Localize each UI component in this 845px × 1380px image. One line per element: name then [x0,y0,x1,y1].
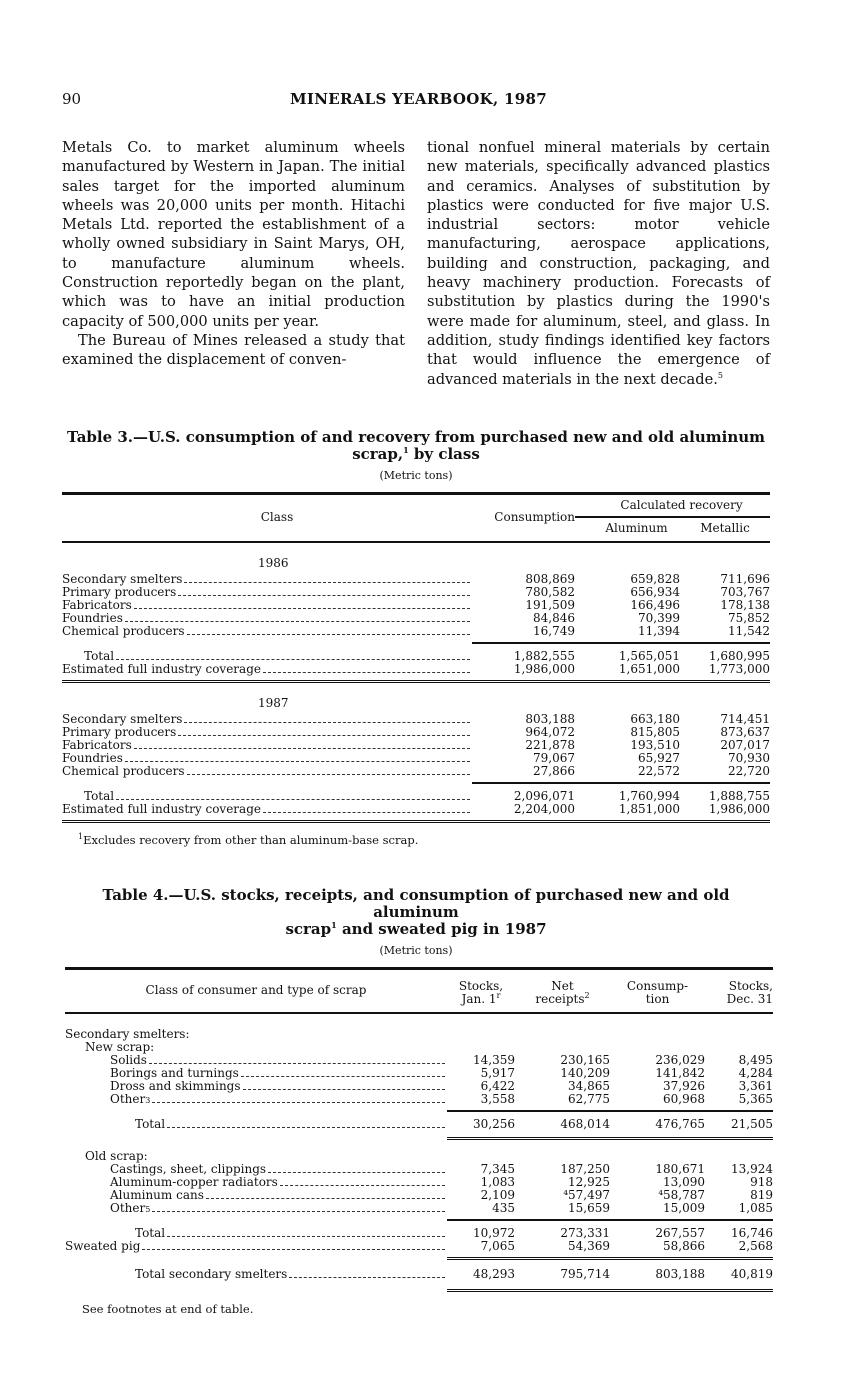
footnote-mark: 1 [78,832,84,842]
dot-leader [167,1236,445,1237]
table-row [62,612,770,625]
cell-value: 207,017 [720,737,770,752]
cell-value: 140,209 [560,1065,610,1080]
row-label [65,1080,447,1093]
dot-leader [187,634,470,635]
cell-value: 803,188 [655,1266,705,1281]
cell-value: 795,714 [560,1266,610,1281]
cell-value: 714,451 [720,711,770,726]
row-label [65,1067,447,1080]
cell-value: 79,067 [533,750,575,765]
table-row [62,726,770,739]
cell-value: 1,888,755 [708,788,770,803]
running-header [62,90,770,112]
cell-value: 16,746 [731,1225,773,1240]
row-label-leader [62,650,472,663]
total-row [65,1227,773,1240]
row-label-leader [62,586,472,599]
row-label-leader [62,573,472,586]
table3-title-line2 [62,446,770,463]
table-row [65,1202,773,1215]
cell-value: 30,256 [473,1116,515,1131]
table-row [62,713,770,726]
cell-value: 8,495 [738,1052,773,1067]
footnote-ref: 1 [331,919,337,930]
row-label-text: Total secondary smelters [135,1267,288,1281]
header-line2-text: Dec. 31 [726,991,773,1006]
cell-value: 1,773,000 [708,661,770,676]
row-label-text: Other [110,1201,146,1215]
header-line2 [515,990,610,1006]
cell-value: 476,765 [655,1116,705,1131]
total-rule [65,1281,773,1291]
dot-leader [280,1185,445,1186]
dot-leader [167,1127,445,1128]
dot-leader [263,672,470,673]
table3-units: (Metric tons) [379,468,453,482]
row-label-text: Total [135,1117,166,1131]
row-label-leader [62,726,472,739]
section-heading [65,1013,773,1041]
cell-value: 6,422 [480,1078,515,1093]
cell-value: 703,767 [720,584,770,599]
row-label-text: Aluminum-copper radiators [110,1175,278,1189]
table-row [62,599,770,612]
header-line1: Class of consumer and type of scrap [145,983,367,998]
estimated-row [62,663,770,682]
table-row [62,625,770,638]
row-label-leader: Other 5 [65,1202,447,1215]
cell-value: 1,085 [738,1200,773,1215]
row-label [62,599,472,612]
table3-title-line1: Table 3.—U.S. consumption of and recovery from purchased new and old aluminum [66,427,766,446]
cell-value: 873,637 [720,724,770,739]
row-label-leader [62,599,472,612]
cell-value: 62,775 [568,1091,610,1106]
row-label-leader [62,713,472,726]
row-label [62,663,472,682]
year-row [62,542,770,573]
cell-value: 75,852 [728,610,770,625]
spacer [65,1258,447,1268]
dot-leader [241,1076,445,1077]
year-label: 1987 [258,695,289,710]
row-label-text: Borings and turnings [110,1066,239,1080]
total-row [65,1118,773,1131]
cell-value: 141,842 [655,1065,705,1080]
title-text: scrap, [352,444,404,463]
dot-leader [178,595,470,596]
cell-value: 12,925 [568,1174,610,1189]
cell-value: 166,496 [630,597,680,612]
dot-leader [268,1172,445,1173]
cell-value: 58,866 [663,1238,705,1253]
row-label [65,1240,447,1253]
right-column [427,138,770,389]
row-label-text: Estimated full industry coverage [62,662,261,676]
cell-value: 267,557 [655,1225,705,1240]
dot-leader [184,722,470,723]
table-row [65,1163,773,1176]
row-label-text: Foundries [62,751,123,765]
dot-leader [125,761,470,762]
row-label-leader [65,1118,447,1131]
row-label-leader [65,1189,447,1202]
rule [447,1281,773,1291]
row-label-leader [62,625,472,638]
table4-note: See footnotes at end of table. [82,1301,254,1316]
cell-value: 187,250 [560,1161,610,1176]
row-label-text: Foundries [62,611,123,625]
row-label [62,612,472,625]
row-label [62,803,472,822]
cell-value: 5,917 [480,1065,515,1080]
table4-units: (Metric tons) [379,943,453,957]
row-label [65,1163,447,1176]
cell-value: 2,204,000 [513,801,575,816]
cell-value: 11,394 [638,623,680,638]
cell-value: 1,882,555 [513,648,575,663]
table-row [65,1067,773,1080]
total-row [62,790,770,803]
dot-leader [178,735,470,736]
cell-value: 48,293 [473,1266,515,1281]
subsection-heading [65,1041,773,1054]
row-label [65,1189,447,1202]
cell-value: 15,659 [568,1200,610,1215]
table-row [65,1054,773,1067]
subsection-heading-text: New scrap: [85,1039,155,1054]
header-consumption: Consumption [494,510,575,525]
cell-value: 22,720 [728,763,770,778]
dot-leader [206,1198,445,1199]
dot-leader [184,582,470,583]
cell-value: 70,399 [638,610,680,625]
row-label [62,573,472,586]
cell-value: 1,083 [480,1174,515,1189]
paragraph: Metals Co. to market aluminum wheels manufactured by Western in Japan. The initial sales target for the imported aluminum wheels was 20,000 units per month. Hitachi Metals Ltd. reported the establishment of a wholly owned subsidiary in Saint Marys, OH, to manufacture aluminum wheels. Construction reportedly began on the plant, which was to have an initial production capacity of 500,000 units per year. [62,139,405,330]
row-label-leader [62,803,472,816]
row-label-leader [65,1054,447,1067]
cell-value: 2,568 [738,1238,773,1253]
spacer [65,1131,447,1139]
cell-value: 230,165 [560,1052,610,1067]
cell-value: 3,361 [738,1078,773,1093]
row-label-text: Primary producers [62,585,177,599]
row-label-text: Total [84,649,115,663]
cell-value: 819 [750,1187,773,1202]
dot-leader [149,1063,445,1064]
cell-value: 70,930 [728,750,770,765]
dot-leader [263,812,470,813]
cell-value: 193,510 [630,737,680,752]
row-label-leader [62,663,472,676]
row-label-leader [62,790,472,803]
cell-value: 7,345 [480,1161,515,1176]
cell-value: 3,558 [480,1091,515,1106]
cell-value: 16,749 [533,623,575,638]
cell-value: 2,109 [480,1187,515,1202]
row-label-text: Aluminum cans [110,1188,204,1202]
title-text: scrap [285,919,332,938]
cell-value: 711,696 [720,571,770,586]
cell-value: 1,760,994 [618,788,680,803]
dot-leader [125,621,470,622]
cell-value: 10,972 [473,1225,515,1240]
row-label [62,625,472,638]
row-label-leader [65,1067,447,1080]
header-calculated-recovery: Calculated recovery [575,493,770,517]
dot-leader [116,659,470,660]
table4-block [62,885,773,1316]
spacer [65,1281,447,1291]
row-label [65,1227,447,1240]
row-label [62,586,472,599]
header-line1: Net [551,978,574,993]
header-line2 [610,993,705,1006]
subsection-heading-text: Old scrap: [85,1148,148,1163]
cell-value: 964,072 [525,724,575,739]
cell-value: 5,365 [738,1091,773,1106]
table3-footnote [62,833,770,847]
paragraph-text: tional nonfuel mineral materials by certain new materials, specifically advanced plastics and ceramics. Analyses of substitution by plastics were conducted for five major U.S. industrial sectors: motor vehicle manufacturing, aerospace applications, building and construction, packaging, and heavy machinery production. Forecasts of substitution by plastics during the 1990's were made for aluminum, steel, and glass. In addition, study findings identified key factors that would influence the emergence of advanced materials in the next decade. [427,139,770,388]
table-row [65,1176,773,1189]
rule [447,1131,773,1139]
header-line1: Stocks, [458,978,504,993]
table-row [62,752,770,765]
cell-value: 191,509 [525,597,575,612]
cell-value: 659,828 [630,571,680,586]
cell-value: 65,927 [638,750,680,765]
cell-value: 918 [750,1174,773,1189]
row-label-text: Chemical producers [62,624,185,638]
dot-leader [289,1277,445,1278]
cell-value: 178,138 [720,597,770,612]
cell-value: 54,369 [568,1238,610,1253]
dot-leader [134,608,470,609]
row-label-leader [65,1240,447,1253]
total-row [62,650,770,663]
row-label-text: Primary producers [62,725,177,739]
row-label [65,1118,447,1131]
cell-value: 13,924 [731,1161,773,1176]
table3-title [62,429,770,463]
cell-value: 656,934 [630,584,680,599]
table4-title-line1: Table 4.—U.S. stocks, receipts, and consumption of purchased new and old aluminum [102,885,730,921]
header-col-2 [515,968,610,1013]
table4-title [62,887,770,938]
cell-value: 60,968 [663,1091,705,1106]
cell-value: 1,565,051 [618,648,680,663]
cell-value: 780,582 [525,584,575,599]
total-rule [65,1131,773,1139]
paragraph: The Bureau of Mines released a study that examined the displacement of conven- [62,331,405,369]
cell-value: 34,865 [568,1078,610,1093]
row-label-text: Secondary smelters [62,572,183,586]
dot-leader [142,1249,445,1250]
row-label-leader [65,1176,447,1189]
cell-value: ⁴58,787 [658,1187,705,1202]
year-label: 1986 [258,555,289,570]
cell-value: 11,542 [728,623,770,638]
row-label-leader [62,739,472,752]
table4-title-line2 [62,921,770,938]
dot-leader [152,1102,445,1103]
cell-value: 1,680,995 [708,648,770,663]
cell-value: 2,096,071 [513,788,575,803]
row-label [62,650,472,663]
row-label-text: Total [84,789,115,803]
cell-value: 14,359 [473,1052,515,1067]
table-row [65,1189,773,1202]
cell-value: 37,926 [663,1078,705,1093]
cell-value: 21,505 [731,1116,773,1131]
cell-value: ⁴57,497 [563,1187,610,1202]
row-label-text: Other [110,1092,146,1106]
row-label-leader [62,612,472,625]
table-row [65,1080,773,1093]
cell-value: 468,014 [560,1116,610,1131]
table3-block [62,429,770,847]
row-label [65,1054,447,1067]
table-row [62,573,770,586]
row-label-text: Castings, sheet, clippings [110,1162,267,1176]
row-label [65,1176,447,1189]
row-label [62,739,472,752]
header-line2-text: receipts [535,991,585,1006]
table-row [65,1093,773,1106]
row-label [65,1093,447,1106]
spacer [65,1220,447,1227]
cell-value: 435 [492,1200,515,1215]
spacer [65,1111,447,1118]
header-line1: Consump- [626,978,689,993]
cell-value: 815,805 [630,724,680,739]
row-label-text: Solids [110,1053,147,1067]
row-label-text: Secondary smelters [62,712,183,726]
year-row [62,681,770,713]
header-line2-text: Jan. 1 [461,991,497,1006]
cell-value: 4,284 [738,1065,773,1080]
row-label-leader [65,1080,447,1093]
row-label-text: Chemical producers [62,764,185,778]
cell-value: 27,866 [533,763,575,778]
cell-value: 1,986,000 [513,661,575,676]
table4 [65,967,773,1292]
footnote-ref: 1 [403,444,409,455]
footnote-ref: 2 [584,990,590,1000]
header-col-4 [705,968,773,1013]
cell-value: 273,331 [560,1225,610,1240]
table-row [62,586,770,599]
row-label [62,713,472,726]
row-label-text: Fabricators [62,738,132,752]
table-row [62,739,770,752]
row-label-text: Estimated full industry coverage [62,802,261,816]
header-metallic: Metallic [700,520,750,535]
row-label [65,1268,447,1281]
dot-leader [187,774,470,775]
cell-value: 180,671 [655,1161,705,1176]
running-title: MINERALS YEARBOOK, 1987 [290,90,547,108]
footnote-ref: 5 [717,370,723,380]
cell-value: 1,851,000 [618,801,680,816]
row-label-leader [65,1268,447,1281]
table3 [62,492,770,823]
header-line2 [447,990,515,1006]
cell-value: 7,065 [480,1238,515,1253]
row-label [62,726,472,739]
row-label-text: Dross and skimmings [110,1079,241,1093]
row-label-text: Total [135,1226,166,1240]
cell-value: 22,572 [638,763,680,778]
title-text: and sweated pig in 1987 [336,919,547,938]
row-label [62,790,472,803]
header-class: Class [260,510,294,525]
cell-value: 1,986,000 [708,801,770,816]
cell-value: 15,009 [663,1200,705,1215]
cell-value: 1,651,000 [618,661,680,676]
cell-value: 221,878 [525,737,575,752]
header-col-0 [65,968,447,1013]
paragraph [427,138,770,389]
row-label-text: Fabricators [62,598,132,612]
cell-value: 40,819 [731,1266,773,1281]
row-label-leader [65,1227,447,1240]
header-line2-text: tion [645,991,670,1006]
dot-leader [134,748,470,749]
header-line1: Stocks, [728,978,773,993]
row-label-leader [65,1163,447,1176]
grand-total-row [65,1268,773,1281]
row-label-text: Sweated pig [65,1239,141,1253]
cell-value: 803,188 [525,711,575,726]
dot-leader [152,1211,445,1212]
row-label-leader: Other 3 [65,1093,447,1106]
footnote-text: Excludes recovery from other than aluminum-base scrap. [83,832,419,847]
cell-value: 84,846 [533,610,575,625]
footnote-ref: r [496,990,501,1000]
row-label-leader [62,765,472,778]
cell-value: 808,869 [525,571,575,586]
header-col-1 [447,968,515,1013]
dot-leader [116,799,470,800]
header-col-3 [610,968,705,1013]
page-number: 90 [62,90,82,108]
row-label-leader [62,752,472,765]
body-columns [62,138,770,389]
header-line2 [705,993,773,1006]
header-aluminum: Aluminum [605,520,668,535]
cell-value: 236,029 [655,1052,705,1067]
sweated-pig-row [65,1240,773,1253]
table-row [62,765,770,778]
row-label [65,1202,447,1215]
cell-value: 663,180 [630,711,680,726]
row-label [62,752,472,765]
section-heading-text: Secondary smelters: [65,1026,190,1041]
estimated-row [62,803,770,822]
cell-value: 13,090 [663,1174,705,1189]
title-text: by class [408,444,480,463]
row-label [62,765,472,778]
left-column [62,138,405,389]
subsection-heading [65,1138,773,1163]
dot-leader [243,1089,445,1090]
